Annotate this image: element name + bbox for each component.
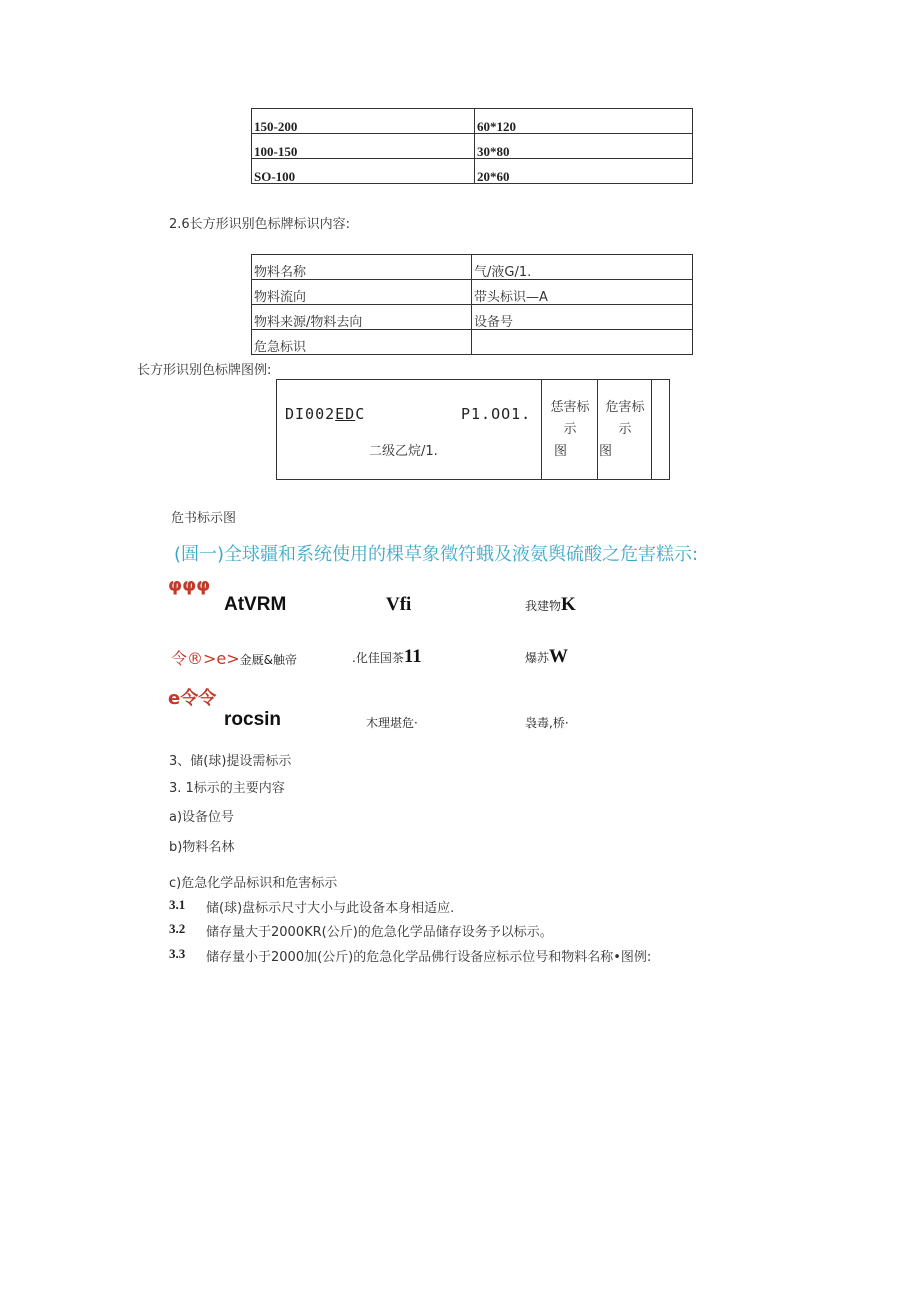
table-cell: 气/液G/1. bbox=[472, 255, 693, 280]
symbol-label: AtVRM bbox=[224, 594, 287, 615]
symbol-label: Vfi bbox=[386, 594, 412, 615]
table-row bbox=[252, 109, 693, 134]
table-cell: 20*60 bbox=[475, 159, 693, 184]
table-row bbox=[252, 134, 693, 159]
cell-line: 示 bbox=[618, 422, 632, 437]
table-cell: 100-150 bbox=[252, 134, 475, 159]
symbol-label-group bbox=[352, 646, 422, 668]
list-item-a: a)设备位号 bbox=[169, 810, 235, 825]
table-cell: 设备号 bbox=[472, 305, 693, 330]
sign-code-prefix: DI002 bbox=[285, 405, 336, 423]
symbol-label: 袅毒,桥· bbox=[525, 716, 569, 730]
table-row bbox=[252, 330, 693, 355]
table-cell: 物料名称 bbox=[252, 255, 472, 280]
red-symbols-row3: e令令 bbox=[168, 688, 217, 709]
section-3-title: 3、储(球)提设需标示 bbox=[169, 754, 292, 769]
para-number: 3.2 bbox=[169, 921, 186, 936]
symbol-label-group bbox=[525, 646, 568, 668]
table-cell: 物料来源/物料去向 bbox=[252, 305, 472, 330]
table-row bbox=[252, 305, 693, 330]
sign-code-suffix: C bbox=[355, 405, 366, 423]
hazard-caption: 危书标示图 bbox=[171, 511, 237, 526]
symbol-label: 我建物 bbox=[525, 599, 562, 613]
list-item-c: c)危急化学品标识和危害标示 bbox=[169, 876, 338, 891]
content-table bbox=[251, 254, 693, 355]
teal-heading: (圄一)全球疆和系统使用的棵草象徵符蛾及液氨舆硫酸之危害糕示: bbox=[174, 544, 699, 565]
symbol-label: .化佳国茶 bbox=[352, 651, 404, 665]
table-row bbox=[252, 280, 693, 305]
table-row bbox=[252, 255, 693, 280]
cell-line: 恁害标 bbox=[550, 400, 590, 415]
symbol-label: 金厩&触帝 bbox=[239, 653, 298, 667]
table-row bbox=[252, 159, 693, 184]
table-cell: 30*80 bbox=[475, 134, 693, 159]
symbol-label: 爆苏 bbox=[525, 651, 550, 665]
symbol-label: W bbox=[549, 646, 569, 667]
sign-number: P1.OO1. bbox=[461, 405, 532, 423]
table-cell: SO-100 bbox=[252, 159, 475, 184]
example-label: 长方形识别色标牌图例: bbox=[137, 363, 272, 378]
cell-line: 危害标 bbox=[605, 400, 645, 415]
symbol-label: 木理堪危· bbox=[366, 716, 418, 730]
red-symbols-row2: 令®>e> bbox=[171, 649, 240, 668]
table-cell bbox=[472, 330, 693, 355]
cell-line: 示 bbox=[563, 422, 577, 437]
sign-example bbox=[276, 379, 670, 480]
red-symbols-row1: φφφ bbox=[168, 575, 211, 596]
para-3-2: 储存量大于2000KR(公斤)的危急化学品储存设务予以标示。 bbox=[206, 925, 553, 940]
sign-material: 二级乙烷/1. bbox=[369, 444, 438, 459]
para-number: 3.1 bbox=[169, 897, 186, 912]
table-cell: 60*120 bbox=[475, 109, 693, 134]
table-cell: 带头标识—A bbox=[472, 280, 693, 305]
sign-code-underlined: ED bbox=[335, 405, 356, 423]
para-3-1: 储(球)盘标示尺寸大小与此设备本身相适应. bbox=[206, 901, 455, 916]
para-3-3: 储存量小于2000加(公斤)的危急化学品佛行设备应标示位号和物料名称•图例: bbox=[206, 950, 652, 965]
list-item-b: b)物料名林 bbox=[169, 840, 235, 855]
symbol-label-group bbox=[525, 594, 576, 616]
table-cell: 物料流向 bbox=[252, 280, 472, 305]
size-table bbox=[251, 108, 693, 184]
symbol-label: rocsin bbox=[224, 709, 282, 730]
hazard-cell-1 bbox=[542, 397, 598, 463]
table-cell: 150-200 bbox=[252, 109, 475, 134]
cell-line: 图 bbox=[599, 444, 613, 459]
symbol-row2 bbox=[171, 646, 297, 669]
cell-line: 图 bbox=[554, 444, 568, 459]
symbol-label: 11 bbox=[403, 646, 422, 667]
sign-code bbox=[285, 405, 365, 423]
section-3-sub1: 3. 1标示的主要内容 bbox=[169, 781, 285, 796]
section-2-6-heading: 2.6长方形识别色标牌标识内容: bbox=[169, 217, 351, 232]
table-cell: 危急标识 bbox=[252, 330, 472, 355]
symbol-label: K bbox=[561, 594, 576, 615]
para-number: 3.3 bbox=[169, 946, 186, 961]
hazard-cell-2 bbox=[597, 397, 653, 463]
